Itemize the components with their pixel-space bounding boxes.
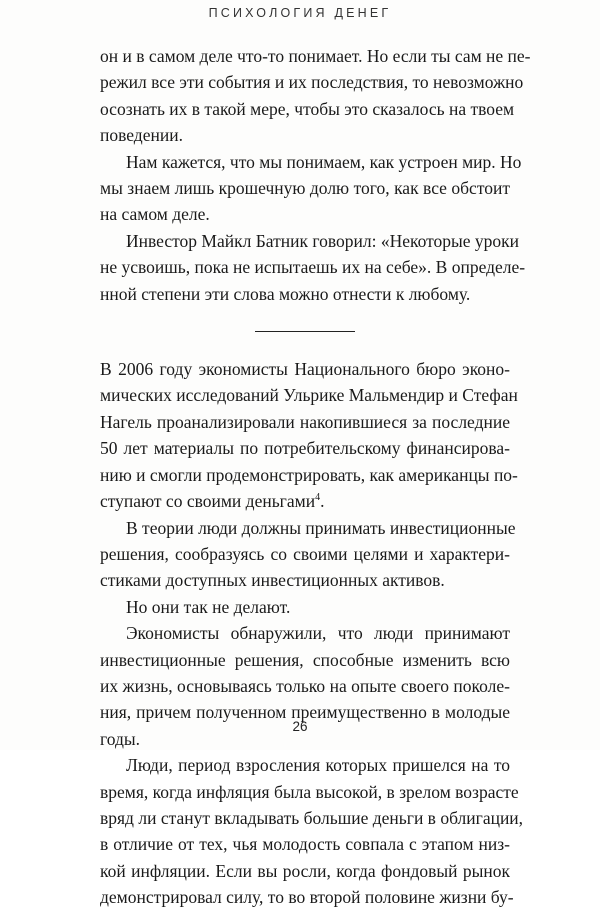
- text-line: вряд ли станут вкладывать большие деньги в облигации,: [100, 807, 524, 828]
- paragraph: [100, 149, 522, 228]
- text-line: мических исследований Ульрике Мальмендир и Стефан: [100, 385, 518, 406]
- footnote-marker[interactable]: 4: [315, 492, 321, 504]
- paragraph: [100, 594, 510, 620]
- text-line: на самом деле.: [100, 204, 210, 225]
- paragraph: [100, 43, 531, 149]
- text-line: Люди, период взросления которых пришелся на то: [126, 755, 510, 776]
- text-line: Но они так не делают.: [126, 596, 291, 617]
- text-line: [100, 488, 510, 514]
- page-number: 26: [292, 719, 308, 734]
- running-title: ПСИХОЛОГИЯ ДЕНЕГ: [208, 6, 392, 20]
- text-line: ния, причем полученном преимущественно в молодые: [100, 702, 510, 723]
- text-line: их жизнь, основываясь только на опыте своего поколе-: [100, 675, 510, 696]
- text-line: годы.: [100, 728, 141, 749]
- text-line: поведении.: [100, 125, 183, 146]
- text-line: стиками доступных инвестиционных активов.: [100, 570, 445, 591]
- text-fragment: .: [320, 491, 325, 512]
- text-line: кой инфляции. Если вы росли, когда фондовый рынок: [100, 860, 510, 881]
- paragraph: [100, 515, 516, 594]
- paragraph: [100, 356, 518, 514]
- text-line: в отличие от тех, чья молодость совпала с этапом низ-: [100, 834, 510, 855]
- text-line: нию и смогли продемонстрировать, как американцы по-: [100, 464, 518, 485]
- text-line: мы знаем лишь крошечную долю того, как все обстоит: [100, 178, 510, 199]
- text-line: режил все эти события и их последствия, то невозможно: [100, 72, 524, 93]
- text-line: Экономисты обнаружили, что люди принимают: [126, 623, 510, 644]
- text-line: Инвестор Майкл Батник говорил: «Некоторые уроки: [126, 230, 520, 251]
- text-line: В 2006 году экономисты Национального бюро эконо-: [100, 359, 510, 380]
- text-line: осознать их в такой мере, чтобы это сказалось на твоем: [100, 98, 515, 119]
- text-line: нной степени эти слова можно отнести к любому.: [100, 283, 471, 304]
- paragraph: [100, 752, 524, 910]
- body-text: [100, 43, 531, 911]
- text-line: 50 лет материалы по потребительскому финансирова-: [100, 438, 510, 459]
- text-line: не усвоишь, пока не испытаешь их на себе». В определе-: [100, 257, 526, 278]
- text-line: время, когда инфляция была высокой, в зрелом возрасте: [100, 781, 519, 802]
- text-line: он и в самом деле что-то понимает. Но если ты сам не пе-: [100, 46, 531, 66]
- text-line: инвестиционные решения, способные изменить всю: [100, 649, 510, 670]
- text-line: В теории люди должны принимать инвестиционные: [126, 517, 516, 538]
- text-line: демонстрировал силу, то во второй половине жизни бу-: [100, 887, 514, 908]
- text-fragment: ступают со своими деньгами: [100, 491, 316, 512]
- text-line: решения, сообразуясь со своими целями и характери-: [100, 543, 510, 564]
- section-separator: [255, 331, 355, 332]
- text-line: Нам кажется, что мы понимаем, как устроен мир. Но: [126, 151, 522, 172]
- text-line: Нагель проанализировали накопившиеся за последние: [100, 411, 510, 432]
- paragraph: [100, 228, 526, 307]
